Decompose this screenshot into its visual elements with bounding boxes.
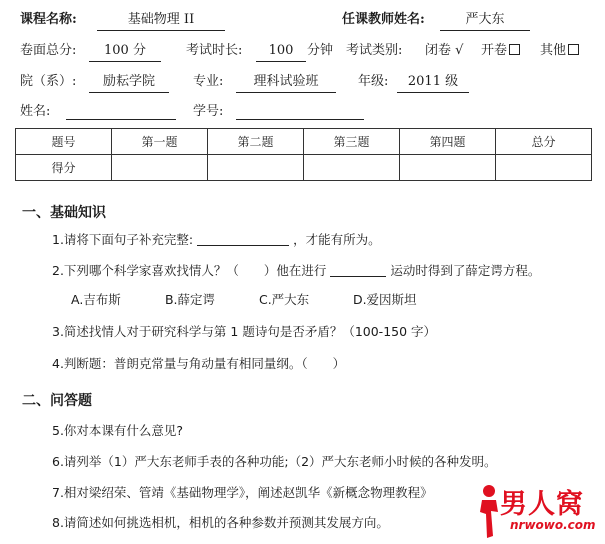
question-6: 6.请列举（1）严大东老师手表的各种功能;（2）严大东老师小时候的各种发明。 <box>52 454 497 469</box>
question-4: 4.判断题：普朗克常量与角动量有相同量纲。（ ） <box>52 356 346 371</box>
option-a: A.吉布斯 <box>71 292 121 307</box>
closed-book-check: √ <box>455 43 464 58</box>
course-label: 课程名称: <box>20 12 77 27</box>
closed-book-label: 闭卷 <box>425 43 452 58</box>
score-header-cell: 第一题 <box>112 129 208 155</box>
score-cell[interactable] <box>208 155 304 181</box>
option-b: B.薛定谔 <box>164 292 216 307</box>
question-2-options <box>71 290 443 310</box>
duration-unit: 分钟 <box>307 43 334 58</box>
score-header-cell: 第二题 <box>208 129 304 155</box>
watermark-text: 男人窝 <box>500 489 584 520</box>
question-1-text: 1.请将下面句子补充完整: <box>52 232 194 247</box>
teacher-value: 严大东 <box>440 10 530 31</box>
duration-label: 考试时长: <box>186 43 243 58</box>
major-label: 专业: <box>193 74 224 89</box>
question-2-text: 2.下列哪个科学家喜欢找情人？（ ）他在进行 <box>52 263 327 278</box>
total-label: 卷面总分: <box>20 43 77 58</box>
other-checkbox <box>568 44 579 55</box>
score-cell[interactable] <box>112 155 208 181</box>
other-label: 其他 <box>540 43 567 58</box>
question-1-blank[interactable] <box>197 231 289 246</box>
question-2-blank[interactable] <box>330 262 386 277</box>
question-8: 8.请简述如何挑选相机，相机的各种参数并预测其发展方向。 <box>52 515 389 530</box>
score-cell[interactable] <box>304 155 400 181</box>
score-cell[interactable] <box>496 155 592 181</box>
type-label: 考试类别: <box>346 43 403 58</box>
header-row-dept <box>0 72 605 92</box>
name-field[interactable] <box>66 102 176 120</box>
watermark-url: nrwowo.com <box>510 518 596 532</box>
grade-label: 年级: <box>358 74 389 89</box>
question-5: 5.你对本课有什么意见? <box>52 423 184 438</box>
id-label: 学号: <box>193 104 224 119</box>
score-table-score-row <box>16 155 592 181</box>
question-2 <box>52 261 540 281</box>
grade-value: 2011 级 <box>397 72 469 93</box>
closed-book-option <box>425 41 463 61</box>
teacher-label: 任课教师姓名: <box>342 12 425 27</box>
score-row-label: 得分 <box>16 155 112 181</box>
total-value: 100 分 <box>89 41 161 62</box>
question-2-text-end: 运动时得到了薛定谔方程。 <box>390 263 541 278</box>
name-label: 姓名: <box>20 104 51 119</box>
question-7: 7.相对梁绍荣、管靖《基础物理学》，阐述赵凯华《新概念物理教程》 <box>52 485 433 500</box>
section-basic-knowledge-title: 一、基础知识 <box>22 205 106 221</box>
dept-value: 励耘学院 <box>89 72 169 93</box>
other-option <box>540 41 579 61</box>
question-3: 3.简述找情人对于研究科学与第 1 题诗句是否矛盾？（100-150 字） <box>52 324 437 339</box>
open-book-label: 开卷 <box>481 43 508 58</box>
open-book-option <box>481 41 520 61</box>
question-1-text-end: ，才能有所为。 <box>293 232 381 247</box>
header-row-course <box>0 10 605 30</box>
question-1 <box>52 230 381 250</box>
header-row-exam <box>0 41 605 61</box>
score-cell[interactable] <box>400 155 496 181</box>
dept-label: 院（系）: <box>20 74 77 89</box>
id-field[interactable] <box>236 102 364 120</box>
duration-value: 100 <box>256 41 306 62</box>
score-header-cell: 题号 <box>16 129 112 155</box>
score-header-cell: 第三题 <box>304 129 400 155</box>
score-table <box>15 128 592 181</box>
option-c: C.严大东 <box>258 292 310 307</box>
header-row-name <box>0 102 605 122</box>
open-book-checkbox <box>509 44 520 55</box>
course-value: 基础物理 II <box>97 10 225 31</box>
score-header-cell: 第四题 <box>400 129 496 155</box>
section-qa-title: 二、问答题 <box>22 393 92 409</box>
score-header-cell: 总分 <box>496 129 592 155</box>
option-d: D.爱因斯坦 <box>352 292 417 307</box>
major-value: 理科试验班 <box>236 72 336 93</box>
score-table-header-row <box>16 129 592 155</box>
